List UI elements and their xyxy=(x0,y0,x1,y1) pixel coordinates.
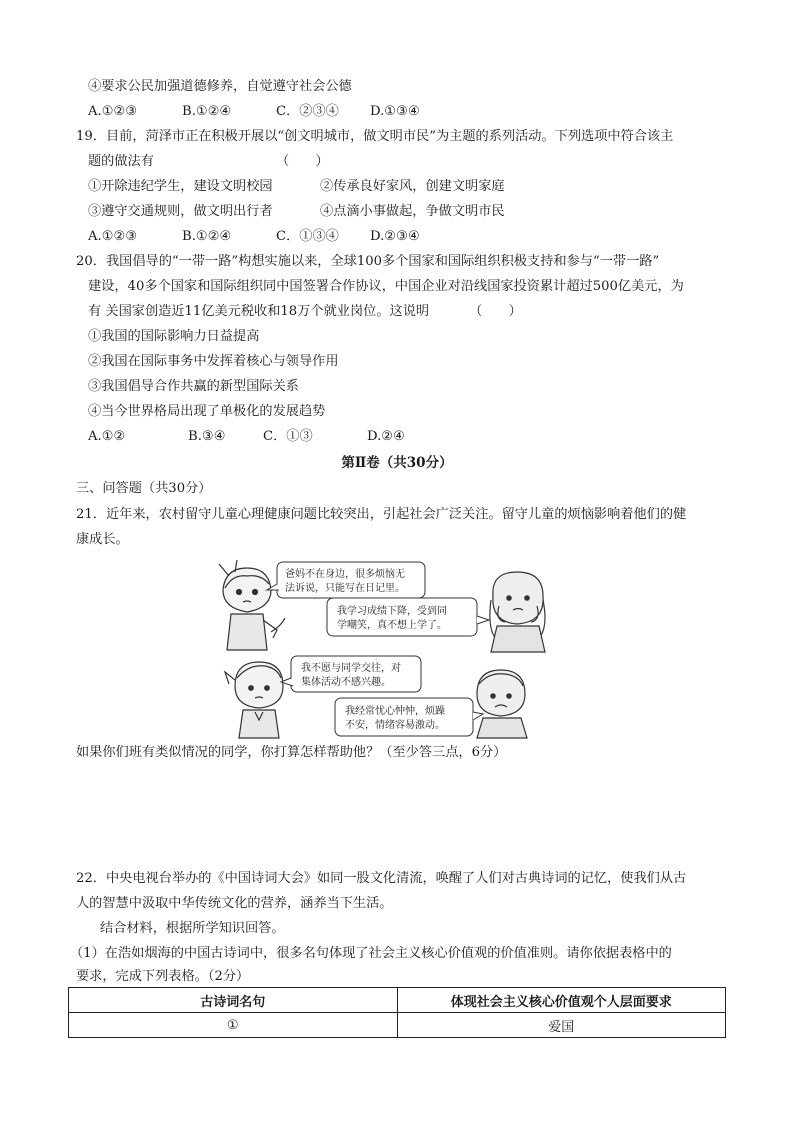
bubble-2-line-1: 我学习成绩下降，受到同 xyxy=(337,606,447,617)
bubble-2-line-2: 学嘲笑，真不想上学了。 xyxy=(337,620,447,631)
bubble-1-line-2: 法诉说，只能写在日记里。 xyxy=(285,583,405,594)
q19-stem-line1: 19．目前，菏泽市正在积极开展以“创文明城市，做文明市民”为主题的系列活动。下列选项中符合该主 xyxy=(76,129,674,144)
q18-option-a: A.①②③ xyxy=(88,104,138,119)
q20-item-3: ③我国倡导合作共赢的新型国际关系 xyxy=(88,379,299,394)
child-figure-3 xyxy=(225,662,283,738)
bubble-3-line-1: 我不愿与同学交往，对 xyxy=(301,663,401,674)
bubble-4-line-1: 我经常忧心忡忡，烦躁 xyxy=(345,706,445,717)
q22-stem-line2: 人的智慧中汲取中华传统文化的营养，涵养当下生活。 xyxy=(76,896,393,911)
q20-option-a: A.①② xyxy=(88,429,126,444)
q22-sub1-line2: 要求，完成下列表格。（2分） xyxy=(76,969,250,984)
q18-option-b: B.①②④ xyxy=(182,104,232,119)
q20-stem-text: 有 关国家创造近11亿美元税收和18万个就业岗位。这说明 xyxy=(88,304,430,319)
speech-bubble-1 xyxy=(267,562,425,598)
q20-option-b: B.③④ xyxy=(188,429,226,444)
table-header-value: 体现社会主义核心价值观个人层面要求 xyxy=(397,988,726,1013)
q22-instruction: 结合材料，根据所学知识回答。 xyxy=(100,921,285,936)
q20-answer-paren: （ ） xyxy=(469,304,522,319)
q21-stem-line1: 21．近年来，农村留守儿童心理健康问题比较突出，引起社会广泛关注。留守儿童的烦恼影响着他们的健 xyxy=(76,507,687,522)
q21-stem-line2: 康成长。 xyxy=(76,532,129,547)
q18-option-d: D.①③④ xyxy=(370,104,420,119)
q19-answer-paren: （ ） xyxy=(275,154,329,169)
q19-option-a: A.①②③ xyxy=(88,229,138,244)
q19-option-d: D.②③④ xyxy=(370,229,420,244)
q20-stem-line2: 建设，40多个国家和国际组织同中国签署合作协议，中国企业对沿线国家投资累计超过500亿美元，为 xyxy=(88,279,684,294)
table-header-poem: 古诗词名句 xyxy=(69,988,398,1013)
q19-item-3: ③遵守交通规则，做文明出行者 xyxy=(88,204,273,219)
bubble-1-line-1: 爸妈不在身边，很多烦恼无 xyxy=(285,569,405,580)
q22-sub1-line1: （1）在浩如烟海的中国古诗词中，很多名句体现了社会主义核心价值观的价值准则。请你依据表格中的 xyxy=(70,946,672,961)
q20-stem-line3 xyxy=(88,303,522,321)
q19-item-4: ④点滴小事做起，争做文明市民 xyxy=(320,204,505,219)
q20-item-4: ④当今世界格局出现了单极化的发展趋势 xyxy=(88,404,326,419)
speech-bubble-3 xyxy=(281,656,421,692)
table-row xyxy=(69,1013,726,1038)
q18-item-4: ④要求公民加强道德修养，自觉遵守社会公德 xyxy=(88,79,352,94)
left-behind-children-illustration xyxy=(215,560,555,740)
child-figure-2 xyxy=(490,572,545,652)
section-heading: 三、问答题（共30分） xyxy=(76,481,212,496)
q19-stem-text: 题的做法有 xyxy=(88,154,154,169)
bubble-3-line-2: 集体活动不感兴趣。 xyxy=(301,677,391,688)
speech-bubble-4 xyxy=(335,698,483,736)
poem-values-table xyxy=(68,987,726,1038)
bubble-4-line-2: 不安，情绪容易激动。 xyxy=(345,720,445,731)
child-figure-1 xyxy=(219,560,285,650)
q21-question: 如果你们班有类似情况的同学，你打算怎样帮助他？（至少答三点，6分） xyxy=(76,745,507,760)
q19-item-2: ②传承良好家风，创建文明家庭 xyxy=(320,179,505,194)
table-cell-value: 爱国 xyxy=(397,1013,726,1038)
table-header-row xyxy=(69,988,726,1013)
speech-bubble-2 xyxy=(327,598,489,636)
table-cell-poem-blank[interactable]: ① xyxy=(69,1013,398,1038)
q20-item-1: ①我国的国际影响力日益提高 xyxy=(88,329,260,344)
q20-option-d: D.②④ xyxy=(367,429,405,444)
q20-stem-line1: 20．我国倡导的“一带一路”构想实施以来，全球100多个国家和国际组织积极支持和参与“一带一路” xyxy=(76,254,660,269)
q19-option-c: C．①③④ xyxy=(276,229,339,244)
q22-stem-line1: 22．中央电视台举办的《中国诗词大会》如同一股文化清流，唤醒了人们对古典诗词的记忆，使我们从古 xyxy=(76,871,687,886)
q19-item-1: ①开除违纪学生，建设文明校园 xyxy=(88,179,273,194)
child-figure-4 xyxy=(477,670,527,738)
q19-option-b: B.①②④ xyxy=(182,229,232,244)
q19-options xyxy=(88,228,420,246)
part2-title: 第Ⅱ卷（共30分） xyxy=(341,455,453,471)
q20-option-c: C．①③ xyxy=(263,429,313,444)
q20-item-2: ②我国在国际事务中发挥着核心与领导作用 xyxy=(88,354,339,369)
q18-option-c: C．②③④ xyxy=(276,104,339,119)
q18-options xyxy=(88,103,420,121)
q20-options xyxy=(88,428,405,446)
q19-stem-line2 xyxy=(88,153,329,171)
